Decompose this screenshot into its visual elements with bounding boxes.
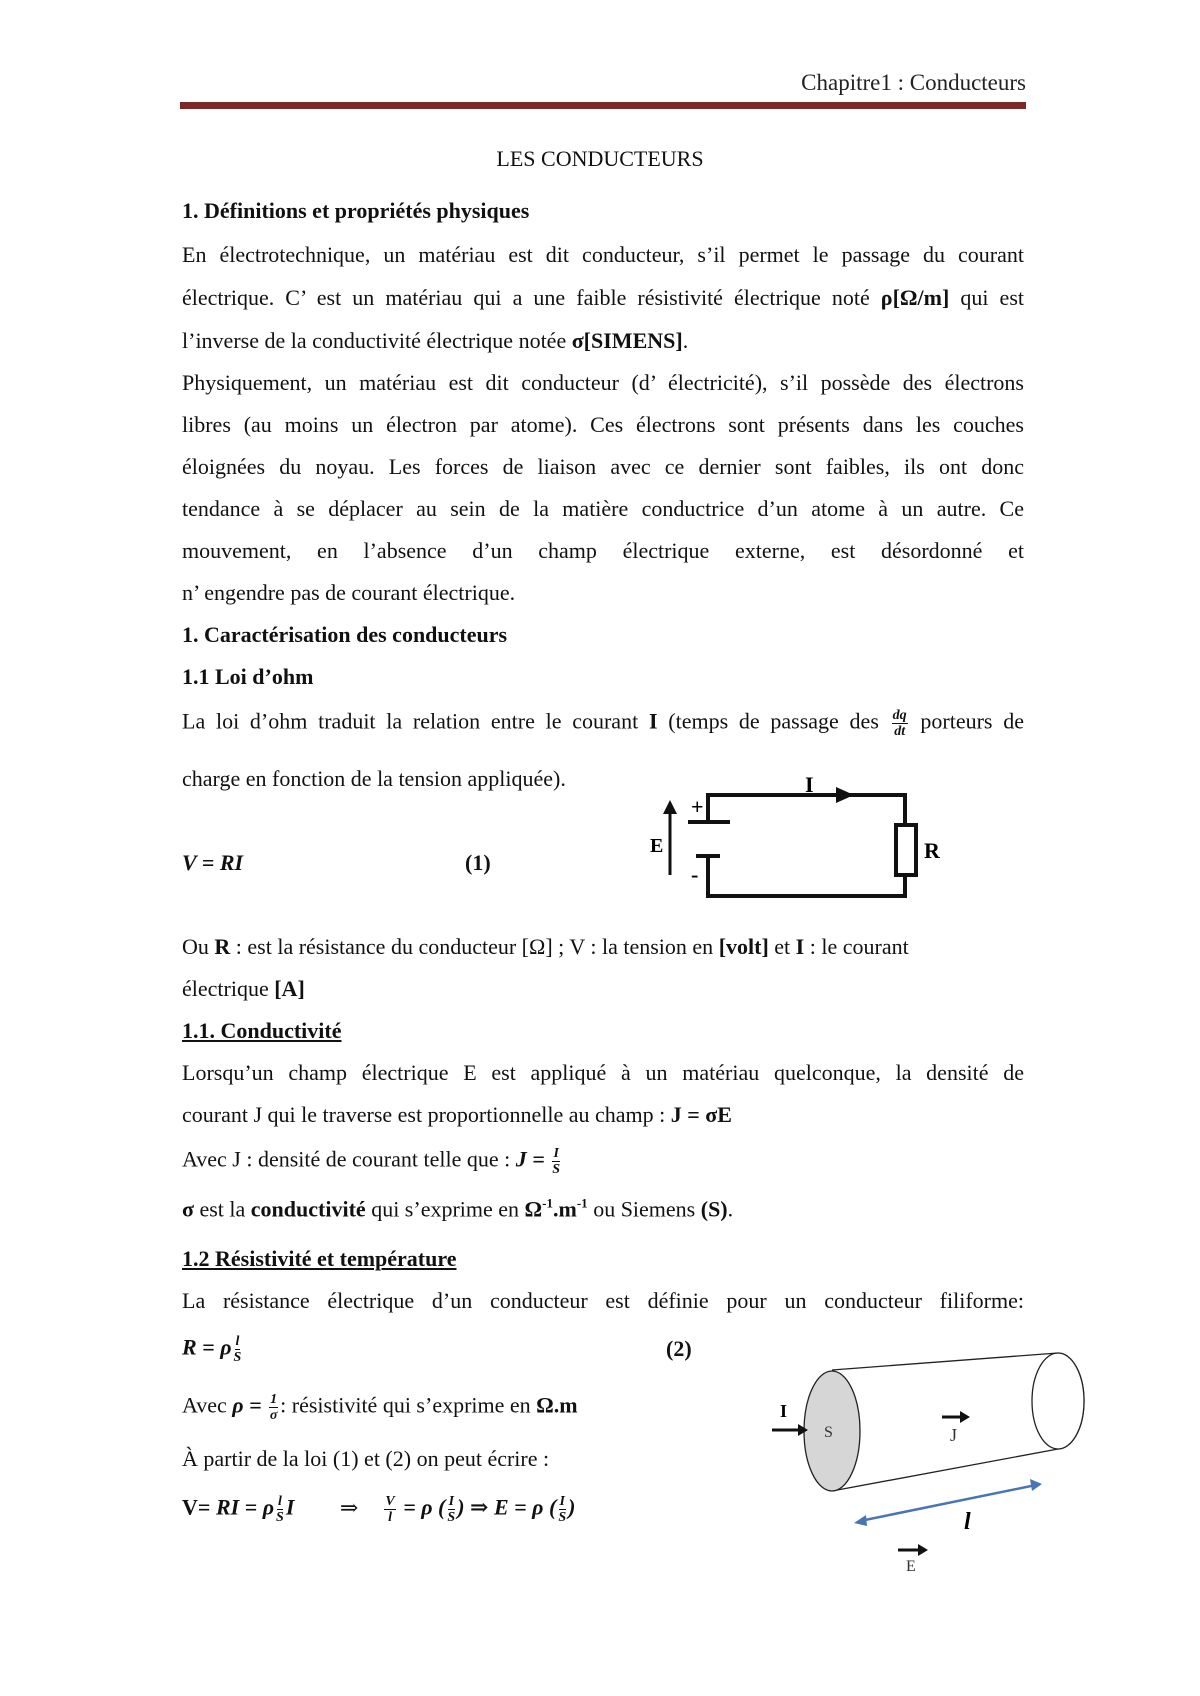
definitions-line-1: Ou R : est la résistance du conducteur [Ω] ; V : la tension en [volt] et I : le courant	[182, 934, 909, 959]
conductor-cylinder-diagram	[760, 1345, 1090, 1575]
paragraph-2-line-1: Physiquement, un matériau est dit conducteur (d’ électricité), s’il possède des électrons	[182, 370, 1024, 395]
circuit-bottom-wire	[708, 856, 905, 896]
section-label: S	[824, 1424, 833, 1441]
circuit-plus-label: +	[691, 794, 704, 819]
paragraph-2-line-5: mouvement, en l’absence d’un champ électrique externe, est désordonné et	[182, 538, 1024, 563]
conductivity-line-4: σ est la conductivité qui s’exprime en $\Omega^{-1}.m^{-1}$ ou Siemens (S).	[182, 1196, 734, 1222]
paragraph-2-line-4: tendance à se déplacer au sein de la matière conductrice d’un atome à un autre. Ce	[182, 496, 1024, 521]
definitions-line-2: électrique [A]	[182, 976, 305, 1001]
conductivity-line-1: Lorsqu’un champ électrique E est appliqué à un matériau quelconque, la densité de	[182, 1060, 1024, 1085]
cylinder-current-label: I	[780, 1401, 788, 1421]
conductivity-line-2: courant J qui le traverse est proportionnelle au champ : J = σE	[182, 1102, 732, 1127]
circuit-top-wire	[708, 795, 905, 825]
resistivity-definition: Avec ρ = $\frac{1}{\sigma}$ : résistivité qui s’exprime en Ω.m	[182, 1392, 578, 1423]
equation-2: R = ρ $\frac{l}{S}$	[182, 1334, 242, 1365]
chapter-header: Chapitre1 : Conducteurs	[801, 70, 1026, 95]
paragraph-2-line-2: libres (au moins un électron par atome). Ces électrons sont présents dans les couches	[182, 412, 1024, 437]
paragraph-2-line-6: n’ engendre pas de courant électrique.	[182, 580, 516, 605]
circuit-current-label: I	[805, 772, 814, 797]
section-1-heading: 1. Définitions et propriétés physiques	[182, 198, 530, 223]
ohm-law-line-1: La loi d’ohm traduit la relation entre le courant I (temps de passage des $\frac{dq}{dt}$ porteurs de	[182, 708, 1024, 739]
resistivity-heading: 1.2 Résistivité et température	[182, 1246, 457, 1271]
from-laws-line: À partir de la loi (1) et (2) on peut écrire :	[182, 1446, 550, 1471]
ohm-law-line-2: charge en fonction de la tension appliquée).	[182, 766, 566, 791]
circuit-emf-label: E	[650, 835, 664, 857]
paragraph-1-line-1: En électrotechnique, un matériau est dit conducteur, s’il permet le passage du courant	[182, 242, 1024, 267]
ohm-law-heading: 1.1 Loi d’ohm	[182, 664, 314, 689]
circuit-diagram	[640, 770, 940, 910]
circuit-resistor-label: R	[924, 838, 940, 863]
density-label: J	[950, 1425, 958, 1445]
paragraph-1-line-3: l’inverse de la conductivité électrique notée σ[SIMENS].	[182, 328, 689, 353]
paragraph-2-line-3: éloignées du noyau. Les forces de liaison avec ce dernier sont faibles, ils ont donc	[182, 454, 1024, 479]
paragraph-1-line-2: électrique. C’ est un matériau qui a une faible résistivité électrique noté ρ[Ω/m] qui est	[182, 285, 1024, 310]
section-2-heading: 1. Caractérisation des conducteurs	[182, 622, 508, 647]
final-equation: V= RI = ρ $\frac{l}{S}$ I ⇒ $\frac{V}{l}$ = ρ ( $\frac{I}{S}$ ) ⇒ E = ρ ( $\frac{I}{S}$ )	[182, 1494, 576, 1525]
resistor-icon	[896, 825, 916, 875]
current-arrow-icon	[836, 787, 854, 803]
circuit-minus-label: -	[691, 862, 699, 887]
equation-1: V = RI	[182, 850, 244, 875]
length-arrow-icon	[860, 1485, 1036, 1521]
conductivity-line-3: Avec J : densité de courant telle que : J = $\frac{I}{S}$	[182, 1146, 561, 1177]
document-title: LES CONDUCTEURS	[496, 146, 704, 171]
equation-1-label: (1)	[465, 850, 491, 875]
current-density-fraction: $\frac{I}{S}$	[552, 1146, 561, 1177]
equation-2-label: (2)	[666, 1336, 692, 1361]
field-label: E	[906, 1558, 916, 1575]
header-rule	[180, 102, 1026, 109]
cylinder-end-face	[1032, 1353, 1084, 1449]
conductivity-heading: 1.1. Conductivité	[182, 1018, 342, 1043]
dq-dt-fraction: $\frac{dq}{dt}$	[892, 708, 907, 739]
length-label: l	[964, 1509, 971, 1535]
resistivity-line-1: La résistance électrique d’un conducteur est définie pour un conducteur filiforme:	[182, 1288, 1024, 1313]
